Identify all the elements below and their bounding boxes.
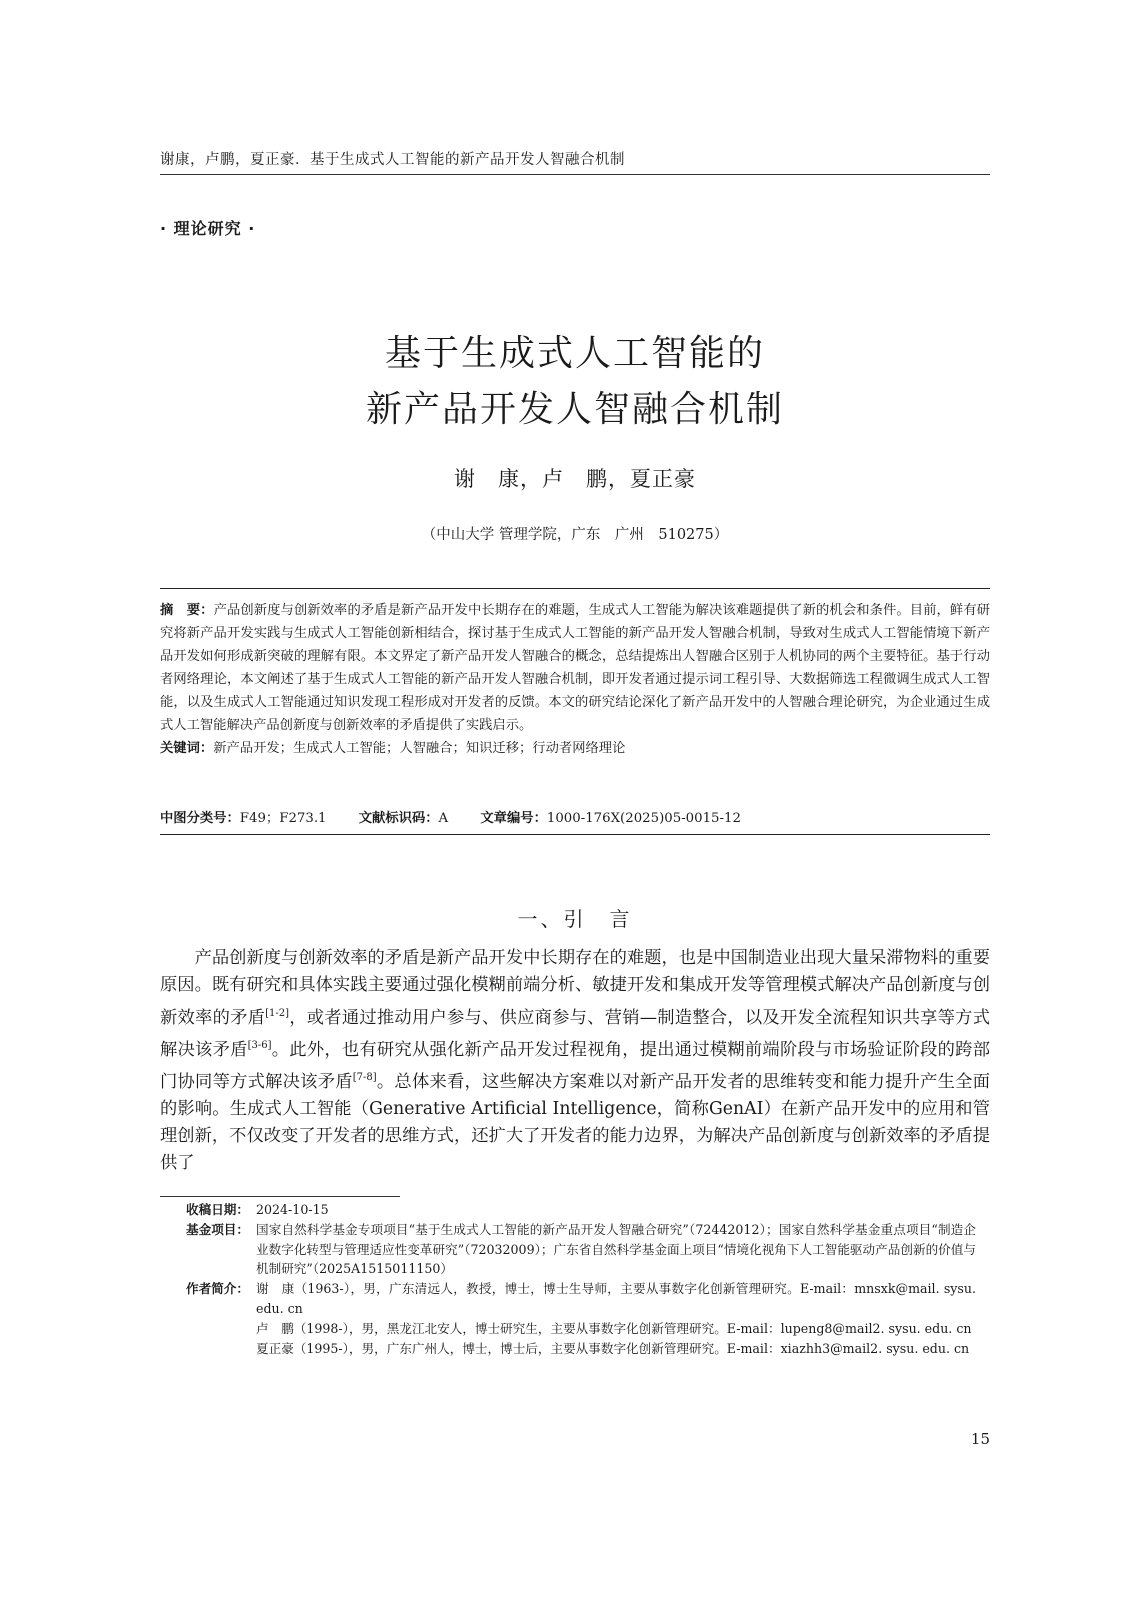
clc-code: [160, 811, 327, 826]
running-header: 谢康，卢鹏，夏正豪．基于生成式人工智能的新产品开发人智融合机制: [160, 152, 625, 168]
classification-line: [160, 807, 990, 826]
intro-text-2: ，或者通过推动用户参与、供应商参与、营销—制造整合，以及开发全流程知识共享等方式解决该矛盾: [160, 1007, 990, 1060]
affiliation: （中山大学 管理学院，广东 广州 510275）: [421, 527, 729, 543]
doc-value: A: [438, 811, 449, 826]
footnote-rule: [160, 1196, 400, 1197]
clc-value: F49；F273.1: [239, 811, 327, 826]
abstract: [160, 599, 990, 737]
title-line-2: 新产品开发人智融合机制: [365, 389, 784, 430]
footnotes: [186, 1200, 976, 1358]
intro-heading: 一、引 言: [517, 907, 633, 931]
fund-info: [186, 1220, 976, 1279]
author-bio-3: 夏正豪（1995-），男，广东广州人，博士，博士后，主要从事数字化创新管理研究。E-mail：xiazhh3@mail2. sysu. edu. cn: [256, 1340, 970, 1356]
abstract-text: 产品创新度与创新效率的矛盾是新产品开发中长期存在的难题，生成式人工智能为解决该难题提供了新的机会和条件。目前，鲜有研究将新产品开发实践与生成式人工智能创新相结合，探讨基于生成式人工智能的新产品开发人智融合机制，导致对生成式人工智能情境下新产品开发如何形成新突破的理解有限。本文界定了新产品开发人智融合的概念，总结提炼出人智融合区别于人机协同的两个主要特征。基于行动者网络理论，本文阐述了基于生成式人工智能的新产品开发人智融合机制，即开发者通过提示词工程引导、大数据筛选工程微调生成式人工智能，以及生成式人工智能通过知识发现工程形成对开发者的反馈。本文的研究结论深化了新产品开发中的人智融合理论研究，为企业通过生成式人工智能解决产品创新度与创新效率的矛盾提供了实践启示。: [160, 603, 991, 733]
article-value: 1000-176X(2025)05-0015-12: [546, 811, 741, 826]
author-bio-1: [186, 1279, 976, 1319]
abstract-top-rule: [160, 588, 990, 589]
intro-text-3: 。此外，也有研究从强化新产品开发过程视角，提出通过模糊前端阶段与市场验证阶段的跨部门协同等方式解决该矛盾: [160, 1039, 990, 1092]
clc-label: 中图分类号：: [160, 811, 240, 826]
bio-label: 作者简介：: [186, 1281, 249, 1297]
doc-label: 文献标识码：: [358, 811, 439, 826]
intro-paragraph: [160, 945, 990, 1178]
abstract-label: 摘 要：: [160, 603, 214, 618]
fund-value: 国家自然科学基金专项项目“基于生成式人工智能的新产品开发人智融合研究”（72442012）；国家自然科学基金重点项目“制造企业数字化转型与管理适应性变革研究”（72032009）；广东省自然科学基金面上项目“情境化视角下人工智能驱动产品创新的价值与机制研究”（2025A1515011150）: [256, 1221, 976, 1277]
intro-text-1: 产品创新度与创新效率的矛盾是新产品开发中长期存在的难题，也是中国制造业出现大量呆滞物料的重要原因。既有研究和具体实践主要通过强化模糊前端分析、敏捷开发和集成开发等管理模式解决产品创新度与创新效率的矛盾: [160, 948, 990, 1028]
page-number: 15: [970, 1430, 990, 1448]
article-label: 文章编号：: [480, 811, 547, 826]
section-tag: · 理论研究 ·: [160, 219, 256, 238]
received-date: [186, 1200, 976, 1220]
keywords-text: 新产品开发；生成式人工智能；人智融合；知识迁移；行动者网络理论: [213, 741, 626, 756]
citation-1: [1-2]: [265, 1007, 290, 1019]
article-number: [480, 811, 741, 826]
abstract-block: [160, 599, 990, 760]
doc-code: [359, 811, 448, 826]
authors: 谢 康，卢 鹏，夏正豪: [454, 467, 696, 491]
fund-label: 基金项目：: [186, 1221, 249, 1237]
author-bio-2: 卢 鹏（1998-），男，黑龙江北安人，博士研究生，主要从事数字化创新管理研究。E-mail：lupeng8@mail2. sysu. edu. cn: [256, 1320, 972, 1336]
keywords: [160, 737, 990, 760]
paper-title: [160, 326, 990, 438]
citation-2: [3-6]: [247, 1039, 272, 1051]
received-label: 收稿日期：: [186, 1202, 249, 1217]
citation-3: [7-8]: [352, 1071, 377, 1083]
received-value: 2024-10-15: [256, 1202, 329, 1217]
abstract-bottom-rule: [160, 834, 990, 835]
keywords-label: 关键词：: [160, 741, 214, 756]
bio-text-1: 谢 康（1963-），男，广东清远人，教授，博士，博士生导师，主要从事数字化创新管理研究。E-mail：mnsxk@mail. sysu. edu. cn: [256, 1281, 976, 1316]
header-rule: [160, 174, 990, 175]
title-line-1: 基于生成式人工智能的: [384, 333, 765, 374]
intro-text-4: 。总体来看，这些解决方案难以对新产品开发者的思维转变和能力提升产生全面的影响。生成式人工智能（Generative Artificial Intelligence，简称GenAI）在新产品开发中的应用和管理创新，不仅改变了开发者的思维方式，还扩大了开发者的能力边界，为解决产品创新度与创新效率的矛盾提供了: [160, 1071, 990, 1174]
